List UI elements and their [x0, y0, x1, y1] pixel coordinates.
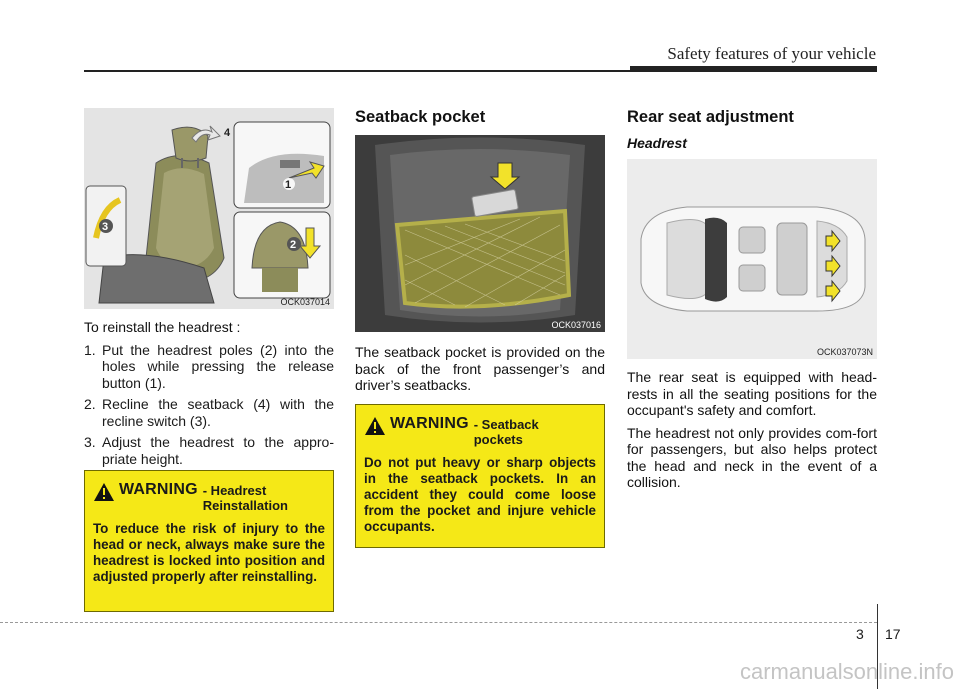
- step-number: 3.: [84, 434, 96, 450]
- header-tab-bar: [630, 66, 877, 72]
- rear-seat-paragraph-2: The headrest not only provides com-fort for passengers, but also helps protect the head and neck in the event of a collision.: [627, 424, 877, 490]
- step-text: Put the headrest poles (2) into the holes while pressing the release button (1).: [102, 341, 334, 391]
- watermark: carmanualsonline.info: [739, 659, 954, 684]
- car-top-view: [627, 159, 877, 359]
- headrest-reinstall-figure: [84, 108, 334, 309]
- callout-4: 4: [224, 127, 231, 139]
- callout-2: 2: [290, 239, 297, 251]
- seatback-pocket-figure: [355, 135, 605, 332]
- figure-code: OCK037073N: [816, 347, 873, 357]
- warning-pocket-box: [355, 404, 605, 548]
- step-item: [84, 342, 334, 392]
- section-title: Rear seat adjustment: [627, 108, 794, 126]
- section-subtitle: Headrest: [627, 135, 687, 151]
- step-number: 2.: [84, 396, 96, 412]
- column-headrest-reinstall: [84, 108, 334, 472]
- page-number: 17: [885, 626, 901, 642]
- warning-label: WARNING: [119, 481, 198, 498]
- column-rear-seat: [627, 108, 877, 497]
- footer-rule: [0, 622, 877, 623]
- warning-headrest-box: [84, 470, 334, 612]
- warning-triangle-icon: [93, 482, 115, 502]
- step-text: Recline the seatback (4) with the recline switch (3).: [102, 396, 334, 429]
- rear-headrest-figure: [627, 159, 877, 359]
- chapter-number: 3: [856, 626, 864, 642]
- step-item: [84, 396, 334, 429]
- warning-subtitle: - Seatback pockets: [473, 417, 539, 447]
- reinstall-steps: [84, 342, 334, 468]
- rear-seat-paragraph-1: The rear seat is equipped with head-rests in all the seating positions for the occupant's safety and comfort.: [627, 369, 877, 418]
- warning-text: To reduce the risk of injury to the head or neck, always make sure the headrest is locked into position and adjusted properly after reinstalling.: [93, 521, 325, 584]
- step-number: 1.: [84, 341, 96, 358]
- figure-code: OCK037016: [551, 320, 601, 330]
- section-title: Seatback pocket: [355, 108, 486, 126]
- step-item: [84, 434, 334, 467]
- pocket-description: The seatback pocket is provided on the back of the front passenger’s and driver’s seatbacks.: [355, 344, 605, 393]
- warning-triangle-icon: [364, 416, 386, 436]
- warning-label: WARNING: [390, 415, 469, 432]
- column-seatback-pocket: [355, 108, 605, 400]
- reinstall-intro: To reinstall the headrest :: [84, 319, 241, 335]
- pocket-illustration: [355, 135, 605, 332]
- seat-illustration: [84, 108, 334, 309]
- running-header: Safety features of your vehicle: [667, 44, 876, 63]
- callout-1: 1: [285, 179, 292, 191]
- figure-code: OCK037014: [280, 297, 330, 307]
- warning-text: Do not put heavy or sharp objects in the seatback pockets. In an accident they could come loose from the pocket and injure vehicle occupants.: [364, 455, 596, 534]
- warning-subtitle: - Headrest Reinstallation: [202, 483, 288, 513]
- step-text: Adjust the headrest to the appro-priate height.: [102, 434, 334, 467]
- callout-3: 3: [102, 221, 109, 233]
